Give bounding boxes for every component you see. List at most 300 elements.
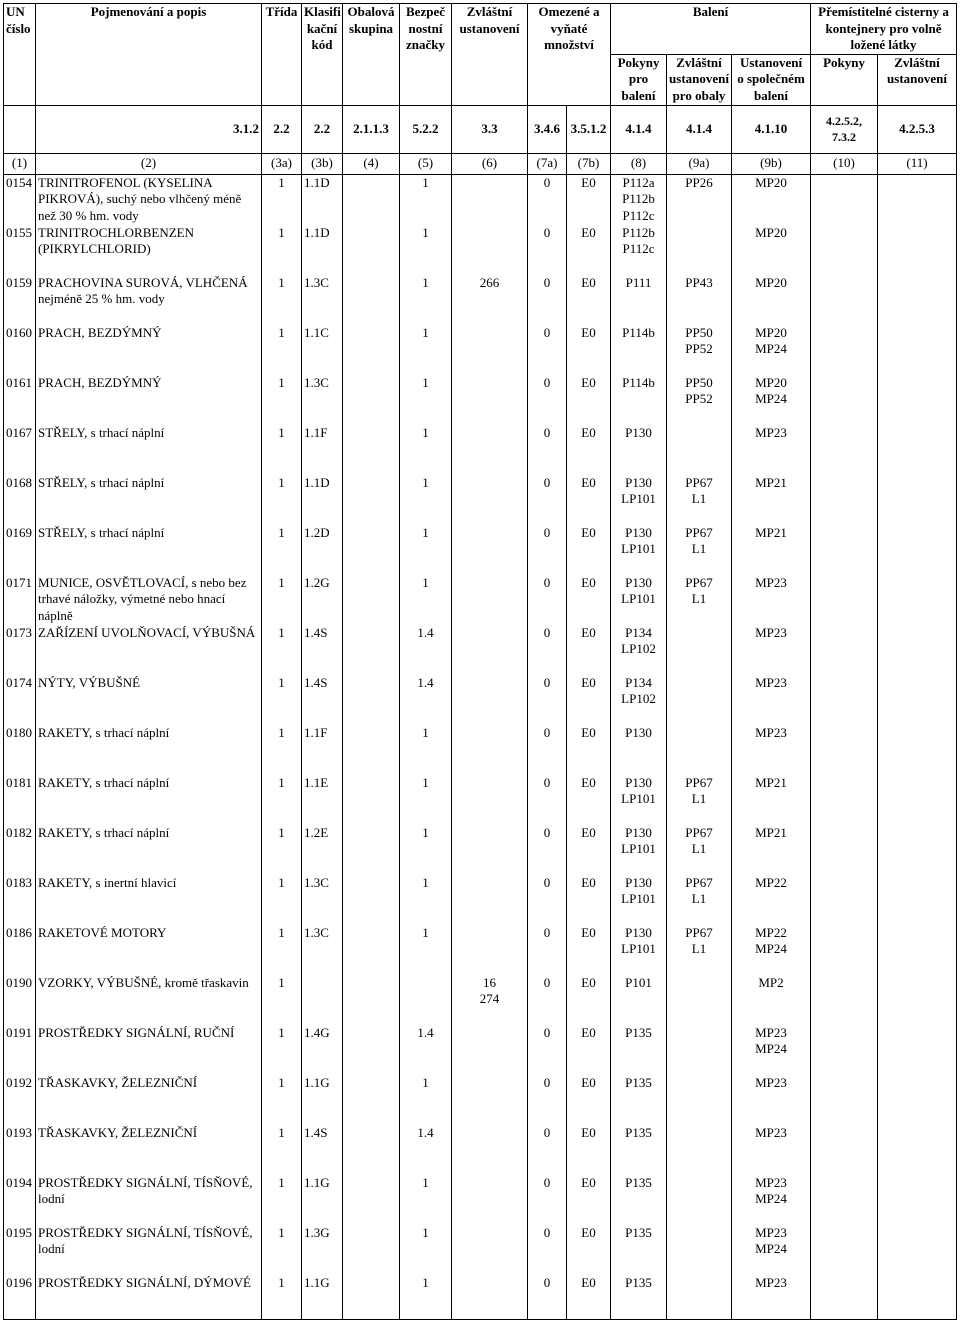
limited-quantity-cell: 0 (528, 174, 567, 225)
tank-instructions-cell (811, 1125, 878, 1175)
table-row (4, 425, 957, 475)
tank-instructions-cell (811, 575, 878, 625)
mixed-packing-cell: MP23 MP24 (732, 1225, 811, 1275)
packing-special-cell (667, 425, 732, 475)
tank-instructions-cell (811, 725, 878, 775)
ref-cell: 3.5.1.2 (567, 105, 611, 153)
table-body (4, 174, 957, 1319)
special-provisions-cell (452, 425, 528, 475)
packing-group-cell (343, 1075, 400, 1125)
col-number: (3a) (262, 153, 302, 174)
packing-instructions-cell: P112a P112b P112c (611, 174, 667, 225)
mixed-packing-cell: MP20 (732, 174, 811, 225)
packing-instructions-cell: P135 (611, 1025, 667, 1075)
table-row (4, 725, 957, 775)
tank-special-cell (878, 375, 957, 425)
packing-instructions-cell: P135 (611, 1075, 667, 1125)
excepted-quantity-cell: E0 (567, 825, 611, 875)
labels-cell: 1 (400, 325, 452, 375)
table-row (4, 375, 957, 425)
name-cell: ZAŘÍZENÍ UVOLŇOVACÍ, VÝBUŠNÁ (36, 625, 262, 675)
class-cell: 1 (262, 1025, 302, 1075)
ref-cell: 4.1.4 (667, 105, 732, 153)
packing-special-cell: PP67 L1 (667, 875, 732, 925)
special-provisions-cell (452, 325, 528, 375)
mixed-packing-cell: MP2 (732, 975, 811, 1025)
packing-group-cell (343, 1125, 400, 1175)
mixed-packing-cell: MP23 (732, 425, 811, 475)
ref-cell: 3.4.6 (528, 105, 567, 153)
labels-cell: 1 (400, 725, 452, 775)
packing-instructions-cell: P135 (611, 1225, 667, 1275)
classification-code-cell: 1.4S (302, 625, 343, 675)
mixed-packing-cell: MP21 (732, 825, 811, 875)
ref-cell: 4.2.5.2, 7.3.2 (811, 105, 878, 153)
packing-group-cell (343, 725, 400, 775)
class-cell: 1 (262, 975, 302, 1025)
un-cell: 0190 (4, 975, 36, 1025)
classification-code-cell: 1.2E (302, 825, 343, 875)
un-cell: 0171 (4, 575, 36, 625)
tank-special-cell (878, 875, 957, 925)
tank-instructions-cell (811, 1075, 878, 1125)
classification-code-cell: 1.4G (302, 1025, 343, 1075)
labels-cell: 1 (400, 275, 452, 325)
un-cell: 0196 (4, 1275, 36, 1320)
mixed-packing-cell: MP21 (732, 775, 811, 825)
packing-special-cell: PP67 L1 (667, 825, 732, 875)
limited-quantity-cell: 0 (528, 325, 567, 375)
mixed-packing-cell: MP20 MP24 (732, 375, 811, 425)
tank-special-cell (878, 1275, 957, 1320)
limited-quantity-cell: 0 (528, 1225, 567, 1275)
special-provisions-cell (452, 1275, 528, 1320)
ref-cell: 4.2.5.3 (878, 105, 957, 153)
packing-instructions-cell: P135 (611, 1275, 667, 1320)
un-cell: 0173 (4, 625, 36, 675)
tank-instructions-cell (811, 375, 878, 425)
classification-code-cell: 1.1G (302, 1175, 343, 1225)
header-un-number: UN číslo (4, 4, 36, 106)
mixed-packing-cell: MP20 (732, 275, 811, 325)
special-provisions-cell (452, 1225, 528, 1275)
tank-instructions-cell (811, 525, 878, 575)
packing-instructions-cell: P130 LP101 (611, 475, 667, 525)
tank-instructions-cell (811, 775, 878, 825)
tank-special-cell (878, 225, 957, 275)
mixed-packing-cell: MP23 MP24 (732, 1025, 811, 1075)
limited-quantity-cell: 0 (528, 775, 567, 825)
packing-special-cell (667, 1175, 732, 1225)
ref-cell: 4.1.10 (732, 105, 811, 153)
dangerous-goods-table (3, 3, 957, 1320)
table-row (4, 174, 957, 225)
classification-code-cell: 1.1F (302, 725, 343, 775)
mixed-packing-cell: MP20 (732, 225, 811, 275)
packing-group-cell (343, 275, 400, 325)
packing-group-cell (343, 625, 400, 675)
table-row (4, 1225, 957, 1275)
table-row (4, 475, 957, 525)
special-provisions-cell (452, 1075, 528, 1125)
ref-cell: 5.2.2 (400, 105, 452, 153)
un-cell: 0192 (4, 1075, 36, 1125)
classification-code-cell: 1.3C (302, 875, 343, 925)
table-row (4, 625, 957, 675)
packing-special-cell (667, 1025, 732, 1075)
header-tank-instructions: Pokyny (811, 54, 878, 105)
tank-instructions-cell (811, 1175, 878, 1225)
name-cell: PROSTŘEDKY SIGNÁLNÍ, DÝMOVÉ (36, 1275, 262, 1320)
packing-special-cell: PP67 L1 (667, 925, 732, 975)
labels-cell (400, 975, 452, 1025)
packing-special-cell (667, 1275, 732, 1320)
mixed-packing-cell: MP22 MP24 (732, 925, 811, 975)
mixed-packing-cell: MP23 (732, 1075, 811, 1125)
col-number: (9b) (732, 153, 811, 174)
special-provisions-cell (452, 625, 528, 675)
tank-special-cell (878, 775, 957, 825)
table-row (4, 275, 957, 325)
tank-special-cell (878, 275, 957, 325)
tank-special-cell (878, 475, 957, 525)
header-packaging: Balení (611, 4, 811, 55)
tank-special-cell (878, 725, 957, 775)
table-row (4, 225, 957, 275)
un-cell: 0161 (4, 375, 36, 425)
header-tank-special: Zvláštní ustanovení (878, 54, 957, 105)
mixed-packing-cell: MP21 (732, 475, 811, 525)
packing-special-cell: PP67 L1 (667, 475, 732, 525)
special-provisions-cell (452, 925, 528, 975)
packing-special-cell (667, 1225, 732, 1275)
packing-group-cell (343, 675, 400, 725)
col-number: (2) (36, 153, 262, 174)
labels-cell: 1 (400, 425, 452, 475)
packing-instructions-cell: P130 LP101 (611, 875, 667, 925)
excepted-quantity-cell: E0 (567, 1025, 611, 1075)
special-provisions-cell (452, 1025, 528, 1075)
tank-instructions-cell (811, 875, 878, 925)
tank-special-cell (878, 325, 957, 375)
packing-special-cell: PP43 (667, 275, 732, 325)
name-cell: TŘASKAVKY, ŽELEZNIČNÍ (36, 1075, 262, 1125)
class-cell: 1 (262, 275, 302, 325)
class-cell: 1 (262, 575, 302, 625)
limited-quantity-cell: 0 (528, 825, 567, 875)
packing-group-cell (343, 1225, 400, 1275)
ref-cell: 4.1.4 (611, 105, 667, 153)
header-special-provisions: Zvláštní ustanovení (452, 4, 528, 106)
name-cell: VZORKY, VÝBUŠNÉ, kromě třaskavin (36, 975, 262, 1025)
mixed-packing-cell: MP21 (732, 525, 811, 575)
labels-cell: 1 (400, 1075, 452, 1125)
labels-cell: 1 (400, 475, 452, 525)
class-cell: 1 (262, 1225, 302, 1275)
class-cell: 1 (262, 925, 302, 975)
classification-code-cell: 1.4S (302, 675, 343, 725)
table-row (4, 1175, 957, 1225)
limited-quantity-cell: 0 (528, 1125, 567, 1175)
tank-instructions-cell (811, 825, 878, 875)
col-number: (7a) (528, 153, 567, 174)
table-row (4, 575, 957, 625)
col-number: (6) (452, 153, 528, 174)
special-provisions-cell (452, 875, 528, 925)
un-cell: 0193 (4, 1125, 36, 1175)
labels-cell: 1.4 (400, 625, 452, 675)
tank-instructions-cell (811, 325, 878, 375)
special-provisions-cell (452, 174, 528, 225)
class-cell: 1 (262, 625, 302, 675)
labels-cell: 1 (400, 1225, 452, 1275)
special-provisions-cell (452, 525, 528, 575)
classification-code-cell: 1.1D (302, 225, 343, 275)
table-row (4, 1125, 957, 1175)
labels-cell: 1.4 (400, 1025, 452, 1075)
mixed-packing-cell: MP23 (732, 625, 811, 675)
packing-instructions-cell: P114b (611, 325, 667, 375)
packing-instructions-cell: P134 LP102 (611, 625, 667, 675)
packing-special-cell (667, 1125, 732, 1175)
table-row (4, 975, 957, 1025)
table-row (4, 925, 957, 975)
labels-cell: 1 (400, 575, 452, 625)
name-cell: RAKETOVÉ MOTORY (36, 925, 262, 975)
excepted-quantity-cell: E0 (567, 725, 611, 775)
name-cell: PROSTŘEDKY SIGNÁLNÍ, RUČNÍ (36, 1025, 262, 1075)
class-cell: 1 (262, 475, 302, 525)
table-row (4, 875, 957, 925)
header-limited-quantities: Omezené a vyňaté množství (528, 4, 611, 106)
special-provisions-cell (452, 475, 528, 525)
packing-instructions-cell: P130 (611, 425, 667, 475)
col-number: (11) (878, 153, 957, 174)
packing-group-cell (343, 174, 400, 225)
name-cell: RAKETY, s trhací náplní (36, 825, 262, 875)
excepted-quantity-cell: E0 (567, 925, 611, 975)
limited-quantity-cell: 0 (528, 1075, 567, 1125)
limited-quantity-cell: 0 (528, 525, 567, 575)
packing-group-cell (343, 375, 400, 425)
mixed-packing-cell: MP23 MP24 (732, 1175, 811, 1225)
special-provisions-cell (452, 575, 528, 625)
excepted-quantity-cell: E0 (567, 174, 611, 225)
class-cell: 1 (262, 875, 302, 925)
mixed-packing-cell: MP23 (732, 575, 811, 625)
table-row (4, 325, 957, 375)
packing-instructions-cell: P130 LP101 (611, 825, 667, 875)
tank-special-cell (878, 174, 957, 225)
packing-special-cell (667, 1075, 732, 1125)
tank-special-cell (878, 675, 957, 725)
tank-special-cell (878, 925, 957, 975)
un-cell: 0180 (4, 725, 36, 775)
packing-instructions-cell: P130 LP101 (611, 575, 667, 625)
classification-code-cell: 1.1C (302, 325, 343, 375)
col-number: (10) (811, 153, 878, 174)
header-mixed-packing: Ustanovení o společném balení (732, 54, 811, 105)
labels-cell: 1.4 (400, 675, 452, 725)
labels-cell: 1 (400, 925, 452, 975)
limited-quantity-cell: 0 (528, 625, 567, 675)
excepted-quantity-cell: E0 (567, 975, 611, 1025)
class-cell: 1 (262, 1275, 302, 1320)
un-cell: 0182 (4, 825, 36, 875)
column-number-row (4, 153, 957, 174)
packing-special-cell (667, 225, 732, 275)
special-provisions-cell (452, 825, 528, 875)
header-packing-special: Zvláštní ustanovení pro obaly (667, 54, 732, 105)
packing-special-cell: PP67 L1 (667, 525, 732, 575)
name-cell: TŘASKAVKY, ŽELEZNIČNÍ (36, 1125, 262, 1175)
packing-instructions-cell: P114b (611, 375, 667, 425)
ref-cell: 3.1.2 (36, 105, 262, 153)
classification-code-cell: 1.3C (302, 925, 343, 975)
un-cell: 0186 (4, 925, 36, 975)
packing-special-cell: PP50 PP52 (667, 375, 732, 425)
classification-code-cell: 1.1F (302, 425, 343, 475)
limited-quantity-cell: 0 (528, 1025, 567, 1075)
limited-quantity-cell: 0 (528, 225, 567, 275)
limited-quantity-cell: 0 (528, 575, 567, 625)
ref-cell: 2.1.1.3 (343, 105, 400, 153)
ref-cell: 2.2 (262, 105, 302, 153)
limited-quantity-cell: 0 (528, 875, 567, 925)
excepted-quantity-cell: E0 (567, 275, 611, 325)
classification-code-cell: 1.4S (302, 1125, 343, 1175)
packing-instructions-cell: P112b P112c (611, 225, 667, 275)
class-cell: 1 (262, 675, 302, 725)
tank-special-cell (878, 525, 957, 575)
table-row (4, 775, 957, 825)
name-cell: MUNICE, OSVĚTLOVACÍ, s nebo bez trhavé náložky, výmetné nebo hnací náplně (36, 575, 262, 625)
excepted-quantity-cell: E0 (567, 325, 611, 375)
un-cell: 0181 (4, 775, 36, 825)
excepted-quantity-cell: E0 (567, 1175, 611, 1225)
special-provisions-cell (452, 1175, 528, 1225)
classification-code-cell (302, 975, 343, 1025)
tank-special-cell (878, 975, 957, 1025)
table-row (4, 1075, 957, 1125)
col-number: (9a) (667, 153, 732, 174)
un-cell: 0174 (4, 675, 36, 725)
excepted-quantity-cell: E0 (567, 425, 611, 475)
labels-cell: 1 (400, 1275, 452, 1320)
table-header (4, 4, 957, 175)
table-row (4, 1025, 957, 1075)
tank-instructions-cell (811, 625, 878, 675)
excepted-quantity-cell: E0 (567, 1225, 611, 1275)
packing-group-cell (343, 475, 400, 525)
packing-group-cell (343, 525, 400, 575)
packing-instructions-cell: P135 (611, 1175, 667, 1225)
limited-quantity-cell: 0 (528, 1275, 567, 1320)
packing-instructions-cell: P130 LP101 (611, 925, 667, 975)
name-cell: NÝTY, VÝBUŠNÉ (36, 675, 262, 725)
packing-group-cell (343, 925, 400, 975)
un-cell: 0154 (4, 174, 36, 225)
classification-code-cell: 1.1D (302, 174, 343, 225)
packing-special-cell (667, 725, 732, 775)
header-name: Pojmenování a popis (36, 4, 262, 106)
mixed-packing-cell: MP23 (732, 675, 811, 725)
tank-special-cell (878, 425, 957, 475)
mixed-packing-cell: MP23 (732, 1275, 811, 1320)
un-cell: 0183 (4, 875, 36, 925)
labels-cell: 1.4 (400, 1125, 452, 1175)
packing-special-cell: PP26 (667, 174, 732, 225)
excepted-quantity-cell: E0 (567, 225, 611, 275)
header-packing-group: Obalová skupina (343, 4, 400, 106)
excepted-quantity-cell: E0 (567, 625, 611, 675)
packing-group-cell (343, 975, 400, 1025)
tank-instructions-cell (811, 975, 878, 1025)
header-classification-code: Klasifi kační kód (302, 4, 343, 106)
packing-instructions-cell: P134 LP102 (611, 675, 667, 725)
tank-special-cell (878, 1125, 957, 1175)
tank-special-cell (878, 1025, 957, 1075)
name-cell: STŘELY, s trhací náplní (36, 525, 262, 575)
class-cell: 1 (262, 725, 302, 775)
limited-quantity-cell: 0 (528, 925, 567, 975)
col-number: (7b) (567, 153, 611, 174)
limited-quantity-cell: 0 (528, 675, 567, 725)
tank-instructions-cell (811, 174, 878, 225)
tank-special-cell (878, 575, 957, 625)
ref-cell (4, 105, 36, 153)
excepted-quantity-cell: E0 (567, 525, 611, 575)
col-number: (3b) (302, 153, 343, 174)
name-cell: PRACH, BEZDÝMNÝ (36, 375, 262, 425)
tank-instructions-cell (811, 925, 878, 975)
classification-code-cell: 1.1G (302, 1275, 343, 1320)
packing-special-cell (667, 675, 732, 725)
name-cell: RAKETY, s trhací náplní (36, 725, 262, 775)
table-row (4, 825, 957, 875)
un-cell: 0159 (4, 275, 36, 325)
labels-cell: 1 (400, 525, 452, 575)
excepted-quantity-cell: E0 (567, 775, 611, 825)
class-cell: 1 (262, 425, 302, 475)
tank-instructions-cell (811, 425, 878, 475)
table-row (4, 1275, 957, 1320)
tank-special-cell (878, 1075, 957, 1125)
classification-code-cell: 1.1G (302, 1075, 343, 1125)
packing-instructions-cell: P101 (611, 975, 667, 1025)
tank-instructions-cell (811, 225, 878, 275)
classification-code-cell: 1.2G (302, 575, 343, 625)
header-packing-instructions: Pokyny pro balení (611, 54, 667, 105)
packing-instructions-cell: P111 (611, 275, 667, 325)
limited-quantity-cell: 0 (528, 275, 567, 325)
mixed-packing-cell: MP20 MP24 (732, 325, 811, 375)
special-provisions-cell (452, 725, 528, 775)
special-provisions-cell: 266 (452, 275, 528, 325)
col-number: (8) (611, 153, 667, 174)
header-labels: Bezpeč nostní značky (400, 4, 452, 106)
packing-group-cell (343, 225, 400, 275)
class-cell: 1 (262, 1125, 302, 1175)
limited-quantity-cell: 0 (528, 725, 567, 775)
labels-cell: 1 (400, 875, 452, 925)
table-row (4, 525, 957, 575)
excepted-quantity-cell: E0 (567, 1275, 611, 1320)
class-cell: 1 (262, 375, 302, 425)
packing-group-cell (343, 425, 400, 475)
labels-cell: 1 (400, 375, 452, 425)
packing-group-cell (343, 1175, 400, 1225)
